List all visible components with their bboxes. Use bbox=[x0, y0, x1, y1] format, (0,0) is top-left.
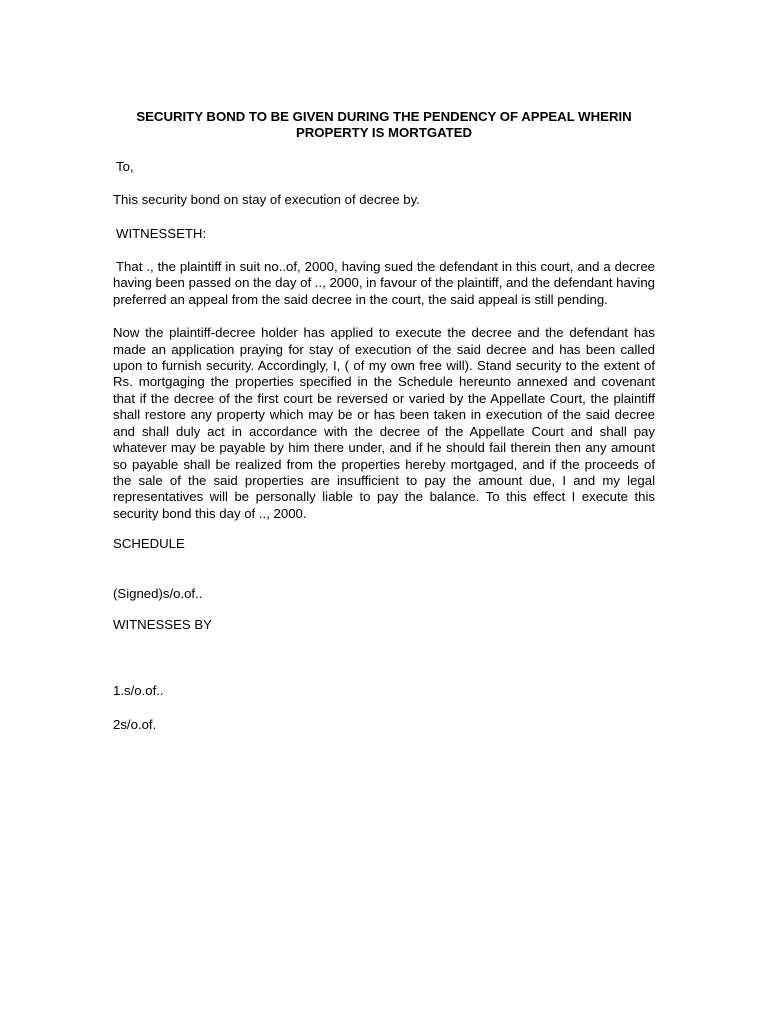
paragraph-1-text: That ., the plaintiff in suit no..of, 2000, having sued the defendant in this court, and a decree having been passed on the day of .., 2000, in favour of the plaintiff, and the defendant having preferred an appeal from the said decree in the court, the said appeal is still pending. bbox=[113, 259, 655, 307]
witness-1: 1.s/o.of.. bbox=[113, 683, 164, 699]
witnesseth-heading: WITNESSETH: bbox=[116, 225, 207, 241]
paragraph-1 bbox=[113, 259, 655, 308]
intro-line: This security bond on stay of execution of decree by. bbox=[113, 192, 420, 208]
title-line-2: PROPERTY IS MORTGATED bbox=[295, 125, 473, 141]
signature-line: (Signed)s/o.of.. bbox=[113, 585, 203, 601]
document-body bbox=[113, 109, 655, 733]
paragraph-2: Now the plaintiff-decree holder has applied to execute the decree and the defendant has made an application praying for stay of execution of the said decree and has been called upon to furnish security. Accordingly, I, ( of my own free will). Stand security to the extent of Rs. mortgaging the properties specified in the Schedule hereunto annexed and covenant that if the decree of the first court be reversed or varied by the Appellate Court, the plaintiff shall restore any property which may be or has been taken in execution of the said decree and shall duly act in accordance with the decree of the Appellate Court and shall pay whatever may be payable by him there under, and if he should fail therein then any amount so payable shall be realized from the properties hereby mortgaged, and if the proceeds of the sale of the said properties are insufficient to pay the amount due, I and my legal representatives will be personally liable to pay the balance. To this effect I execute this security bond this day of .., 2000. bbox=[113, 325, 655, 521]
title-line-1: SECURITY BOND TO BE GIVEN DURING THE PENDENCY OF APPEAL WHERIN bbox=[136, 109, 632, 124]
witness-2: 2s/o.of. bbox=[113, 716, 157, 732]
addressee-line: To, bbox=[116, 158, 134, 174]
document-title bbox=[101, 109, 667, 142]
schedule-heading: SCHEDULE bbox=[113, 536, 185, 552]
witnesses-heading: WITNESSES BY bbox=[113, 616, 212, 632]
